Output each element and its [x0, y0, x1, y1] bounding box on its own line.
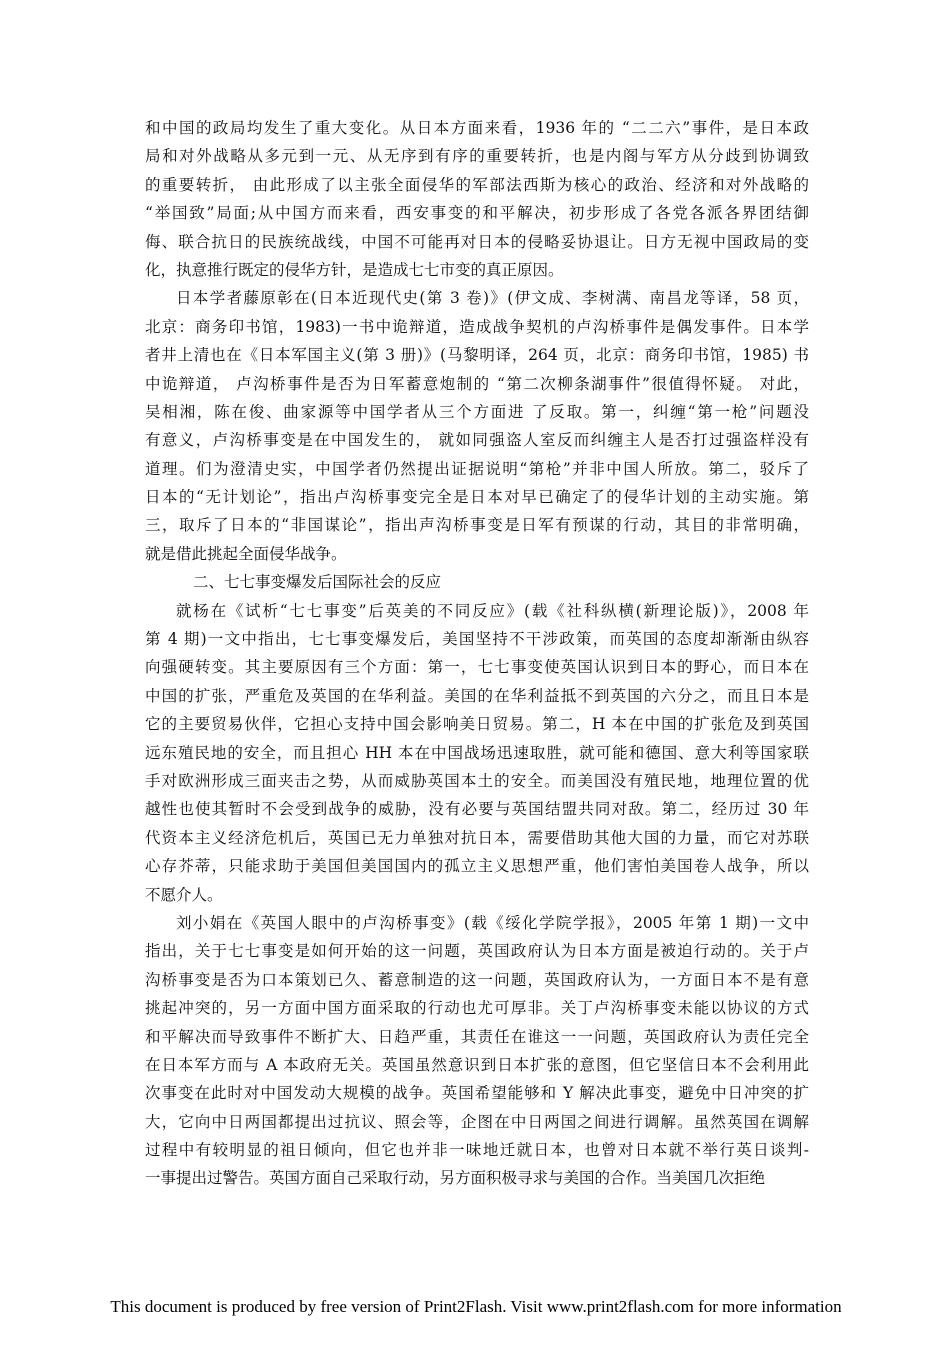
text-line: 和中国的政局均发生了重大变化。从日本方面来看，1936 年的 “二二六”事件，是日本政	[145, 119, 809, 137]
text-line: 的重要转折， 由此形成了以主张全面侵华的军部法西斯为核心的政治、经济和对外战略的	[145, 175, 809, 194]
text-line: 侮、联合抗日的民族统战线，中国不可能再对日本的侵略妥协退让。日方无视中国政局的变	[145, 232, 809, 251]
text-line: 道理。们为澄清史实，中国学者仍然提出证据说明“第枪”并非中国人所放。第二，驳斥了	[145, 459, 809, 478]
text-line: 代资本主义经济危机后，英国已无力单独对抗日本，需要借助其他大国的力量，而它对苏联	[145, 828, 809, 847]
paragraph	[145, 597, 809, 909]
text-line: 不愿介人。	[145, 885, 223, 904]
text-line: 挑起冲突的，另一方面中国方面采取的行动也尤可厚非。关丁卢沟桥事变未能以协议的方式	[145, 999, 809, 1018]
text-line: 化，执意推行既定的侵华方针，是造成七七市变的真正原因。	[145, 260, 564, 279]
text-line: 向强硬转变。其主要原因有三个方面：第一，七七事变使英国认识到日本的野心，而日本在	[145, 658, 809, 677]
text-line: 大，它向中日两国都提出过抗议、照会等，企图在中日两国之间进行调解。虽然英国在调解	[145, 1112, 809, 1131]
text-line: 局和对外战略从多元到一元、从无序到有序的重要转折，也是内阁与军方从分歧到协调致	[145, 147, 809, 166]
text-line: 就杨在《试析“七七事变”后英美的不同反应》(载《社科纵横(新理论版)》，2008 年	[176, 601, 809, 620]
text-line: 次事变在此时对中国发动大规模的战争。英国希望能够和 Y 解决此事变，避免中日冲突的扩	[145, 1084, 809, 1103]
text-line: 过程中有较明显的祖日倾向，但它也并非一味地迁就日本，也曾对日本就不举行英日谈判-	[145, 1141, 809, 1160]
text-line: 日本学者藤原彰在(日本近现代史(第 3 卷)》(伊文成、李树满、南昌龙等译，58 页，	[176, 289, 809, 308]
text-line: 在日本军方而与 A 本政府无关。英国虽然意识到日本扩张的意图，但它坚信日本不会利用此	[145, 1055, 809, 1074]
text-line: 越性也使其暂时不会受到战争的威胁，没有必要与英国结盟共同对敌。第二，经历过 30 年	[145, 800, 809, 819]
text-line: 心存芥蒂，只能求助于美国但美国国内的孤立主义思想严重，他们害怕美国卷人战争，所以	[145, 857, 809, 876]
print2flash-footer-notice: This document is produced by free version of Print2Flash. Visit www.print2flash.com for more information	[110, 1297, 842, 1316]
text-line: “举国致”局面;从中国方而来看，西安事变的和平解决，初步形成了各党各派各界团结御	[145, 204, 809, 223]
text-line: 它的主要贸易伙伴，它担心支持中国会影响美日贸易。第二，H 本在中国的扩张危及到英国	[145, 715, 809, 734]
text-line: 沟桥事变是否为口本策划已久、蓄意制造的这一问题，英国政府认为，一方面日本不是有意	[145, 970, 809, 989]
document-body	[145, 114, 809, 1193]
text-line: 第 4 期)一文中指出，七七事变爆发后，美国坚持不干涉政策，而英国的态度却渐渐由纵容	[145, 630, 809, 649]
section-heading-text: 二、七七事变爆发后国际社会的反应	[193, 573, 442, 592]
text-line: 北京：商务印书馆，1983)一书中诡辩道，造成战争契机的卢沟桥事件是偶发事件。日本学	[145, 317, 809, 336]
text-line: 三，取斥了日本的“非国谋论”，指出声沟桥事变是日军有预谋的行动，其目的非常明确，	[145, 516, 809, 535]
text-line: 日本的“无计划论”，指出卢沟桥事变完全是日本对早已确定了的侵华计划的主动实施。第	[145, 488, 809, 507]
text-line: 有意义，卢沟桥事变是在中国发生的， 就如同强盗人室反而纠缠主人是否打过强盗样没有	[145, 431, 809, 450]
text-line: 中国的扩张，严重危及英国的在华利益。美国的在华利益抵不到英国的六分之，而且日本是	[145, 686, 809, 705]
paragraph	[145, 284, 809, 568]
text-line: 手对欧洲形成三面夹击之势，从而威胁英国本土的安全。而美国没有殖民地，地理位置的优	[145, 771, 809, 790]
paragraph	[145, 909, 809, 1193]
text-line: 刘小娟在《英国人眼中的卢沟桥事变》(载《绥化学院学报》，2005 年第 1 期)一文中	[176, 913, 809, 932]
text-line: 吴相湘，陈在俊、曲家源等中国学者从三个方面进 了反取。第一，纠缠“第一枪”问题没	[145, 402, 809, 421]
text-line: 指出，关于七七事变是如何开始的这一问题，英国政府认为日本方面是被迫行动的。关于卢	[145, 942, 809, 961]
text-line: 就是借此挑起全面侵华战争。	[145, 544, 347, 563]
section-heading	[145, 568, 809, 596]
text-line: 和平解决而导致事件不断扩大、日趋严重，其责任在谁这一一问题，英国政府认为责任完全	[145, 1027, 809, 1046]
text-line: 远东殖民地的安全，而且担心 HH 本在中国战场迅速取胜，就可能和德国、意大利等国家联	[145, 743, 809, 762]
paragraph	[145, 114, 809, 284]
text-line: 一事提出过警告。英国方面自己采取行动，另方面积极寻求与美国的合作。当美国几次拒绝	[145, 1169, 766, 1188]
text-line: 者井上清也在《日本军国主义(第 3 册)》(马黎明译，264 页，北京：商务印书馆，1985) 书	[145, 346, 809, 365]
text-line: 中诡辩道， 卢沟桥事件是否为日军蓄意炮制的 “第二次柳条湖事件”很值得怀疑。 对此，	[145, 374, 809, 393]
